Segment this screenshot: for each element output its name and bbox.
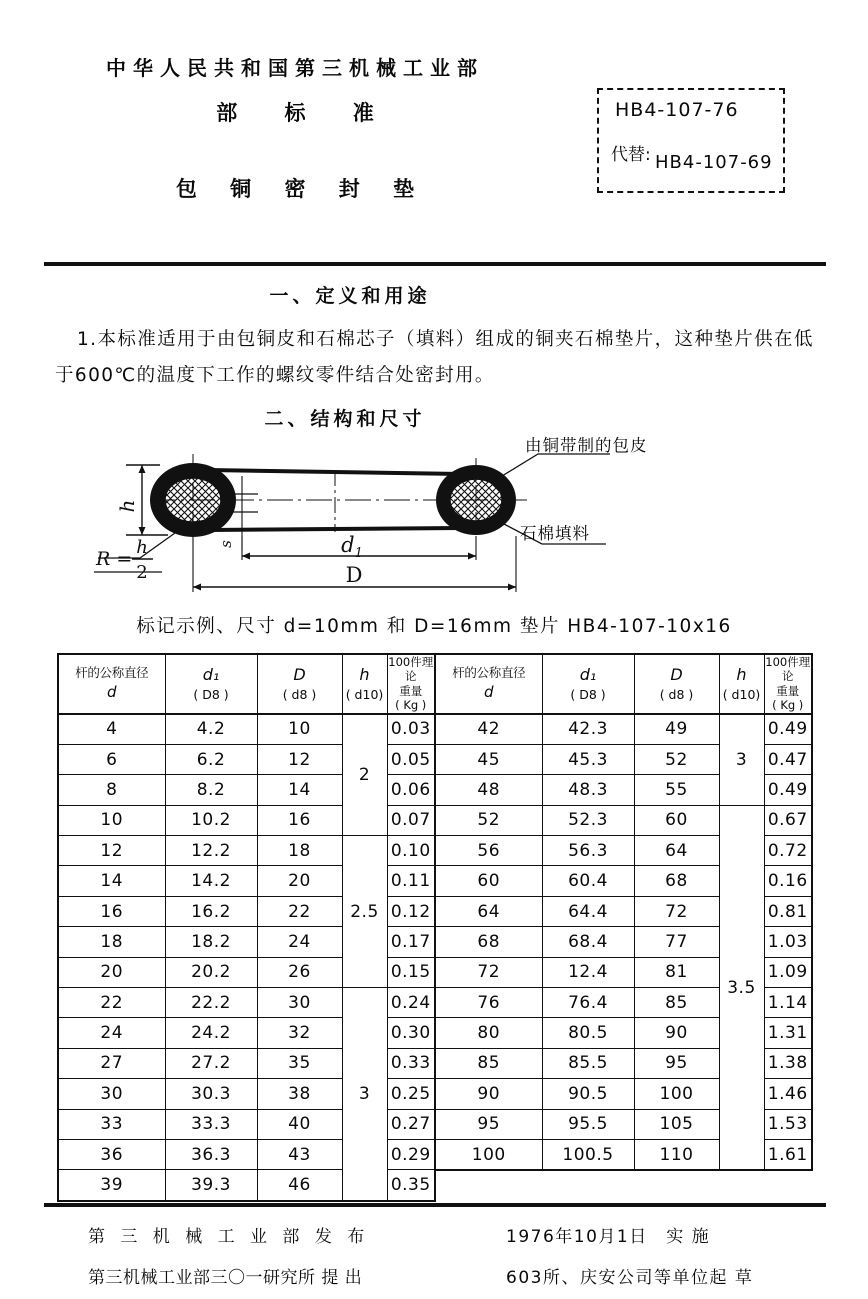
cell-D: 49 <box>634 714 719 745</box>
cell-D: 38 <box>257 1079 342 1109</box>
cell-d1: 60.4 <box>542 866 634 896</box>
cell-nominal-diameter: 18 <box>58 927 165 957</box>
cell-d1: 18.2 <box>165 927 257 957</box>
diagram-label-filler: 石棉填料 <box>520 524 590 543</box>
cell-D: 46 <box>257 1170 342 1201</box>
cell-d1: 12.2 <box>165 836 257 866</box>
cell-nominal-diameter: 39 <box>58 1170 165 1201</box>
cell-nominal-diameter: 48 <box>435 775 542 805</box>
footer-left-column <box>88 1222 468 1288</box>
col-header-weight: 100件理论 重量 ( Kg ) <box>388 655 434 713</box>
cell-nominal-diameter: 33 <box>58 1109 165 1139</box>
cell-d1: 4.2 <box>165 714 257 745</box>
cell-d1: 6.2 <box>165 744 257 774</box>
cell-theoretical-weight: 0.67 <box>764 805 812 835</box>
replaces-number: HB4-107-69 <box>655 152 773 173</box>
cell-D: 81 <box>634 957 719 987</box>
dim-R-label: R = <box>96 548 133 570</box>
cell-nominal-diameter: 30 <box>58 1079 165 1109</box>
cell-theoretical-weight: 1.31 <box>764 1018 812 1048</box>
cell-nominal-diameter: 85 <box>435 1048 542 1078</box>
cell-D: 100 <box>634 1079 719 1109</box>
table-header-row <box>58 654 435 714</box>
cell-d1: 48.3 <box>542 775 634 805</box>
dim-h-label: h <box>115 499 139 513</box>
cell-nominal-diameter: 8 <box>58 775 165 805</box>
cell-theoretical-weight: 0.49 <box>764 775 812 805</box>
cell-nominal-diameter: 60 <box>435 866 542 896</box>
footer-issuer: 第 三 机 械 工 业 部 发 布 <box>88 1227 370 1247</box>
cell-theoretical-weight: 1.14 <box>764 988 812 1018</box>
cell-d1: 22.2 <box>165 988 257 1018</box>
cell-theoretical-weight: 0.30 <box>387 1018 435 1048</box>
cell-theoretical-weight: 0.29 <box>387 1139 435 1169</box>
cell-theoretical-weight: 0.25 <box>387 1079 435 1109</box>
cell-D: 77 <box>634 927 719 957</box>
cell-theoretical-weight: 1.53 <box>764 1109 812 1139</box>
cell-nominal-diameter: 24 <box>58 1018 165 1048</box>
col-header-d1: d₁ ( D8 ) <box>542 654 634 714</box>
cell-D: 22 <box>257 896 342 926</box>
cell-d1: 36.3 <box>165 1139 257 1169</box>
diagram-label-sheath: 由铜带制的包皮 <box>525 436 648 455</box>
cell-d1: 8.2 <box>165 775 257 805</box>
table-body-right <box>435 714 812 1171</box>
cell-D: 43 <box>257 1139 342 1169</box>
dimension-table-left <box>57 653 436 1202</box>
dimension-table-left-wrapper <box>57 653 436 1202</box>
document-header <box>0 52 590 203</box>
cell-nominal-diameter: 36 <box>58 1139 165 1169</box>
replaces-label: 代替: <box>611 145 651 165</box>
table-header-row <box>435 654 812 714</box>
cell-nominal-diameter: 42 <box>435 714 542 745</box>
cell-theoretical-weight: 0.10 <box>387 836 435 866</box>
cell-D: 24 <box>257 927 342 957</box>
table-row <box>58 836 435 866</box>
standard-number: HB4-107-76 <box>615 99 739 121</box>
cell-theoretical-weight: 0.81 <box>764 896 812 926</box>
section-1-paragraph: 1.本标准适用于由包铜皮和石棉芯子（填料）组成的铜夹石棉垫片，这种垫片供在低于600℃的温度下工作的螺纹零件结合处密封用。 <box>55 329 814 386</box>
cell-theoretical-weight: 1.38 <box>764 1048 812 1078</box>
cell-nominal-diameter: 6 <box>58 744 165 774</box>
cell-D: 14 <box>257 775 342 805</box>
dim-D-label: D <box>345 563 363 587</box>
cell-D: 26 <box>257 957 342 987</box>
cell-d1: 12.4 <box>542 957 634 987</box>
cell-nominal-diameter: 76 <box>435 988 542 1018</box>
cell-nominal-diameter: 56 <box>435 836 542 866</box>
cell-d1: 14.2 <box>165 866 257 896</box>
cell-nominal-diameter: 10 <box>58 805 165 835</box>
cell-nominal-diameter: 12 <box>58 836 165 866</box>
cell-d1: 85.5 <box>542 1048 634 1078</box>
svg-text:2: 2 <box>136 562 148 583</box>
table-row <box>58 988 435 1018</box>
cell-d1: 56.3 <box>542 836 634 866</box>
cell-nominal-diameter: 64 <box>435 896 542 926</box>
dim-s-label: s <box>217 540 235 548</box>
gasket-cross-section-diagram <box>90 432 810 614</box>
cell-d1: 68.4 <box>542 927 634 957</box>
cell-nominal-diameter: 14 <box>58 866 165 896</box>
cell-D: 64 <box>634 836 719 866</box>
cell-nominal-diameter: 100 <box>435 1139 542 1170</box>
col-header-D: D ( d8 ) <box>634 654 719 714</box>
table-row <box>435 805 812 835</box>
cell-h: 3.5 <box>719 805 764 1170</box>
cell-theoretical-weight: 0.24 <box>387 988 435 1018</box>
cell-D: 12 <box>257 744 342 774</box>
cell-nominal-diameter: 4 <box>58 714 165 745</box>
cell-h: 2.5 <box>342 836 387 988</box>
cell-d1: 10.2 <box>165 805 257 835</box>
cell-theoretical-weight: 1.03 <box>764 927 812 957</box>
cell-theoretical-weight: 0.17 <box>387 927 435 957</box>
cell-d1: 39.3 <box>165 1170 257 1201</box>
cell-theoretical-weight: 0.47 <box>764 744 812 774</box>
table-row <box>58 714 435 745</box>
cell-theoretical-weight: 0.12 <box>387 896 435 926</box>
section-2-heading: 二、结构和尺寸 <box>264 408 426 430</box>
col-header-d: 杆的公称直径 d <box>435 654 542 714</box>
cell-theoretical-weight: 1.61 <box>764 1139 812 1170</box>
cell-nominal-diameter: 20 <box>58 957 165 987</box>
cell-nominal-diameter: 16 <box>58 896 165 926</box>
cell-theoretical-weight: 0.72 <box>764 836 812 866</box>
document-footer <box>0 1222 868 1292</box>
cell-D: 110 <box>634 1139 719 1170</box>
cell-d1: 20.2 <box>165 957 257 987</box>
cell-d1: 16.2 <box>165 896 257 926</box>
cell-nominal-diameter: 45 <box>435 744 542 774</box>
cell-d1: 45.3 <box>542 744 634 774</box>
cell-theoretical-weight: 1.46 <box>764 1079 812 1109</box>
cell-D: 52 <box>634 744 719 774</box>
cell-theoretical-weight: 0.15 <box>387 957 435 987</box>
cell-D: 30 <box>257 988 342 1018</box>
cell-nominal-diameter: 72 <box>435 957 542 987</box>
cell-D: 85 <box>634 988 719 1018</box>
col-header-h: h ( d10) <box>342 654 387 714</box>
col-header-D: D ( d8 ) <box>257 654 342 714</box>
cell-d1: 95.5 <box>542 1109 634 1139</box>
cell-D: 55 <box>634 775 719 805</box>
footer-effective-date: 1976年10月1日 实 施 <box>506 1227 711 1247</box>
cell-nominal-diameter: 80 <box>435 1018 542 1048</box>
cell-theoretical-weight: 0.33 <box>387 1048 435 1078</box>
cell-D: 18 <box>257 836 342 866</box>
cell-D: 32 <box>257 1018 342 1048</box>
cell-D: 40 <box>257 1109 342 1139</box>
header-divider <box>44 262 826 266</box>
cell-theoretical-weight: 0.35 <box>387 1170 435 1201</box>
cell-d1: 42.3 <box>542 714 634 745</box>
cell-d1: 30.3 <box>165 1079 257 1109</box>
cell-D: 105 <box>634 1109 719 1139</box>
cell-D: 90 <box>634 1018 719 1048</box>
cell-d1: 90.5 <box>542 1079 634 1109</box>
cell-theoretical-weight: 0.03 <box>387 714 435 745</box>
cell-h: 3 <box>342 988 387 1201</box>
cell-theoretical-weight: 0.16 <box>764 866 812 896</box>
table-body-left <box>58 714 435 1201</box>
dimension-table-right-wrapper <box>434 653 813 1171</box>
cell-theoretical-weight: 1.09 <box>764 957 812 987</box>
cell-theoretical-weight: 0.27 <box>387 1109 435 1139</box>
cell-theoretical-weight: 0.05 <box>387 744 435 774</box>
dimension-table-right <box>434 653 813 1171</box>
col-header-d: 杆的公称直径 d <box>58 654 165 714</box>
cell-d1: 80.5 <box>542 1018 634 1048</box>
cell-nominal-diameter: 90 <box>435 1079 542 1109</box>
svg-text:h: h <box>136 537 148 558</box>
cell-D: 10 <box>257 714 342 745</box>
cell-theoretical-weight: 0.49 <box>764 714 812 745</box>
ministry-name: 中华人民共和国第三机械工业部 <box>106 56 484 80</box>
footer-divider <box>44 1203 826 1207</box>
cell-d1: 76.4 <box>542 988 634 1018</box>
cell-h: 3 <box>719 714 764 806</box>
cell-D: 68 <box>634 866 719 896</box>
cell-nominal-diameter: 27 <box>58 1048 165 1078</box>
cell-D: 95 <box>634 1048 719 1078</box>
cell-theoretical-weight: 0.11 <box>387 866 435 896</box>
section-1-heading: 一、定义和用途 <box>269 285 431 307</box>
col-header-d1: d₁ ( D8 ) <box>165 654 257 714</box>
footer-proposer: 第三机械工业部三〇一研究所 提 出 <box>88 1268 363 1288</box>
page-title: 包 铜 密 封 垫 <box>175 177 428 201</box>
cell-d1: 52.3 <box>542 805 634 835</box>
cell-nominal-diameter: 22 <box>58 988 165 1018</box>
col-header-weight: 100件理论 重量 ( Kg ) <box>765 655 811 713</box>
cell-D: 20 <box>257 866 342 896</box>
dim-d1-label: $d_1$ <box>341 533 363 561</box>
cell-D: 16 <box>257 805 342 835</box>
cell-D: 60 <box>634 805 719 835</box>
standard-number-box <box>597 88 785 193</box>
cell-nominal-diameter: 52 <box>435 805 542 835</box>
cell-D: 35 <box>257 1048 342 1078</box>
cell-d1: 24.2 <box>165 1018 257 1048</box>
cell-theoretical-weight: 0.06 <box>387 775 435 805</box>
cell-h: 2 <box>342 714 387 836</box>
document-type: 部 标 准 <box>216 101 394 125</box>
cell-D: 72 <box>634 896 719 926</box>
cell-nominal-diameter: 68 <box>435 927 542 957</box>
col-header-h: h ( d10) <box>719 654 764 714</box>
footer-right-column <box>506 1222 866 1288</box>
cell-theoretical-weight: 0.07 <box>387 805 435 835</box>
cell-d1: 27.2 <box>165 1048 257 1078</box>
cell-d1: 64.4 <box>542 896 634 926</box>
marking-example: 标记示例、尺寸 d=10mm 和 D=16mm 垫片 HB4-107-10x16 <box>136 616 732 637</box>
cell-nominal-diameter: 95 <box>435 1109 542 1139</box>
cell-d1: 100.5 <box>542 1139 634 1170</box>
cell-d1: 33.3 <box>165 1109 257 1139</box>
table-row <box>435 714 812 745</box>
footer-drafters: 603所、庆安公司等单位起 草 <box>506 1268 754 1288</box>
